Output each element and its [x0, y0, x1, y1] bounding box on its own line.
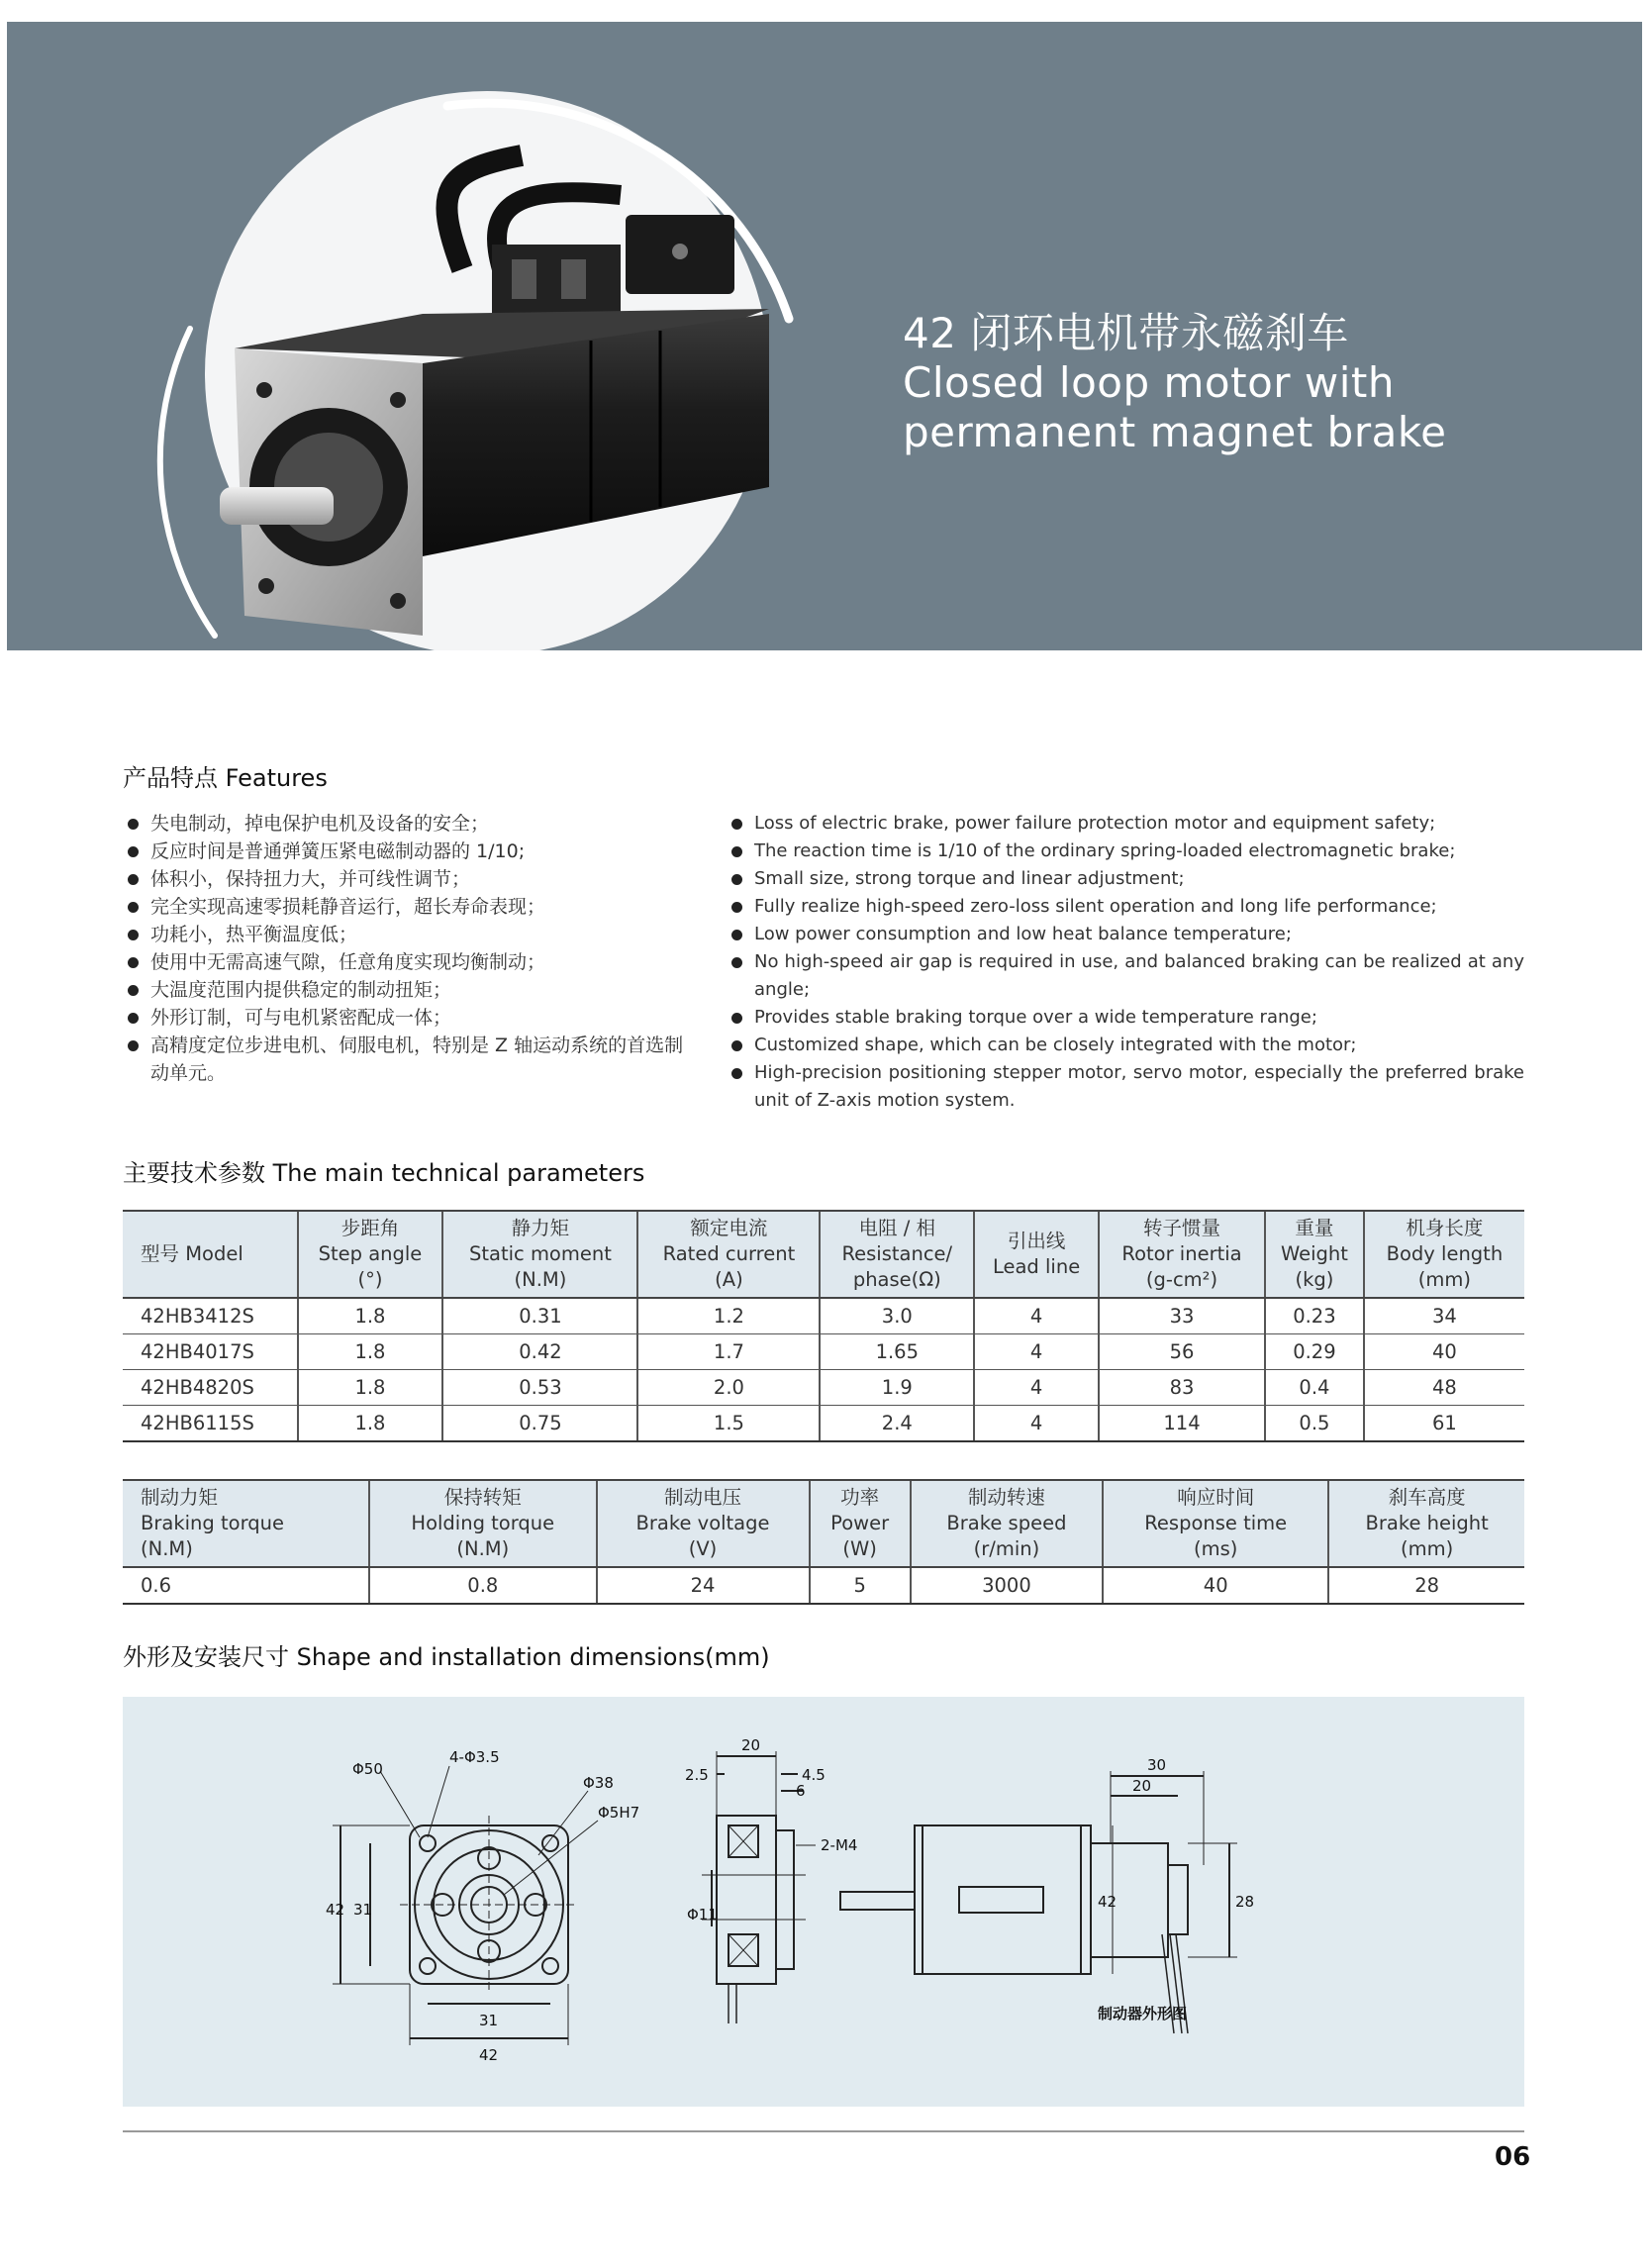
header-unit: (°): [357, 1268, 383, 1291]
table-row: [123, 1370, 1524, 1406]
table-cell: 4: [974, 1370, 1099, 1406]
header-unit: (N.M): [141, 1537, 193, 1560]
table-cell: 56: [1099, 1334, 1265, 1370]
table-cell: 4: [974, 1334, 1099, 1370]
header-cn: 电阻 / 相: [858, 1217, 936, 1239]
table-cell: 2.0: [637, 1370, 820, 1406]
header-cn: 制动电压: [664, 1486, 742, 1509]
header-unit: (mm): [1417, 1268, 1472, 1291]
dimensions-title: 外形及安装尺寸 Shape and installation dimensions(mm): [123, 1643, 770, 1671]
table-row: [123, 1406, 1524, 1442]
feature-item: 大温度范围内提供稳定的制动扭矩；: [125, 976, 699, 1004]
header-en: Rotor inertia: [1121, 1242, 1242, 1265]
feature-item: 失电制动，掉电保护电机及设备的安全；: [125, 810, 699, 838]
table-cell: 5: [810, 1567, 911, 1604]
table-cell: 0.42: [442, 1334, 637, 1370]
header-cn: 保持转矩: [443, 1486, 522, 1509]
header-en: Braking torque: [141, 1512, 284, 1534]
column-header: [597, 1480, 810, 1567]
header-unit: (N.M): [514, 1268, 567, 1291]
header-en: Power: [830, 1512, 890, 1534]
dim-phi5: Φ5H7: [598, 1804, 640, 1822]
dim-side-42: 42: [1098, 1893, 1118, 1911]
dim-side-20: 20: [1132, 1777, 1152, 1795]
table-cell: 1.8: [298, 1406, 443, 1442]
features-en: [729, 810, 1524, 1115]
page-number: 06: [1495, 2142, 1531, 2172]
column-header: [820, 1211, 974, 1298]
table-row: [123, 1334, 1524, 1370]
brake-drawing-caption: 制动器外形图: [1098, 2005, 1188, 2022]
hero-banner: [7, 22, 1642, 650]
header-cn: 制动转速: [967, 1486, 1045, 1509]
table-cell: 42HB4820S: [123, 1370, 298, 1406]
dim-31-v: 31: [353, 1901, 373, 1919]
table-cell: 33: [1099, 1298, 1265, 1334]
table-cell: 42HB3412S: [123, 1298, 298, 1334]
feature-item: Small size, strong torque and linear adjustment;: [729, 865, 1524, 893]
column-header: [123, 1480, 369, 1567]
table-cell: 34: [1364, 1298, 1524, 1334]
dim-brake-25: 2.5: [685, 1766, 709, 1784]
table-cell: 1.9: [820, 1370, 974, 1406]
header-unit: (N.M): [456, 1537, 510, 1560]
column-header: [637, 1211, 820, 1298]
features-title: 产品特点 Features: [123, 764, 328, 792]
header-en: Response time: [1144, 1512, 1288, 1534]
header-en: Brake voltage: [635, 1512, 770, 1534]
column-header: [1099, 1211, 1265, 1298]
column-header: [1364, 1211, 1524, 1298]
table-cell: 1.8: [298, 1370, 443, 1406]
header-en: Step angle: [318, 1242, 423, 1265]
feature-item: Customized shape, which can be closely integrated with the motor;: [729, 1032, 1524, 1059]
hero-title: [903, 309, 1447, 457]
header-cn: 刹车高度: [1388, 1486, 1466, 1509]
feature-item: 体积小，保持扭力大，并可线性调节；: [125, 865, 699, 893]
feature-item: 功耗小，热平衡温度低；: [125, 921, 699, 948]
header-en: Static moment: [468, 1242, 612, 1265]
table-cell: 0.4: [1265, 1370, 1364, 1406]
table-cell: 1.8: [298, 1298, 443, 1334]
column-header: [911, 1480, 1103, 1567]
feature-item: Low power consumption and low heat balance temperature;: [729, 921, 1524, 948]
dim-brake-phi11: Φ11: [687, 1906, 718, 1923]
header-en: Resistance/: [841, 1242, 953, 1265]
hero-title-en-1: Closed loop motor with: [903, 358, 1395, 407]
dim-brake-20: 20: [741, 1736, 761, 1754]
table-cell: 40: [1364, 1334, 1524, 1370]
header-unit: (ms): [1194, 1537, 1238, 1560]
dim-42-h: 42: [479, 2046, 499, 2064]
dim-holes: 4-Φ3.5: [449, 1748, 500, 1766]
header-en: Rated current: [662, 1242, 796, 1265]
column-header: [369, 1480, 596, 1567]
header-cn: 额定电流: [690, 1217, 768, 1239]
header-cn: 步距角: [340, 1217, 400, 1239]
table-cell: 2.4: [820, 1406, 974, 1442]
hero-title-en-2: permanent magnet brake: [903, 408, 1447, 456]
feature-item: 使用中无需高速气隙，任意角度实现均衡制动；: [125, 948, 699, 976]
table-cell: 42HB6115S: [123, 1406, 298, 1442]
column-header: [298, 1211, 443, 1298]
table-cell: 0.5: [1265, 1406, 1364, 1442]
table-cell: 24: [597, 1567, 810, 1604]
dim-31-h: 31: [479, 2012, 499, 2029]
feature-item: No high-speed air gap is required in use, and balanced braking can be realized at any angle;: [729, 948, 1524, 1004]
table-cell: 48: [1364, 1370, 1524, 1406]
feature-item: Loss of electric brake, power failure protection motor and equipment safety;: [729, 810, 1524, 838]
header-unit: phase(Ω): [852, 1268, 941, 1291]
header-unit: (W): [842, 1537, 877, 1560]
column-header: [1265, 1211, 1364, 1298]
feature-item: Fully realize high-speed zero-loss silent operation and long life performance;: [729, 893, 1524, 921]
header-unit: (r/min): [973, 1537, 1040, 1560]
header-cn: 机身长度: [1406, 1217, 1484, 1239]
header-cn: 响应时间: [1177, 1486, 1255, 1509]
table-cell: 3000: [911, 1567, 1103, 1604]
table-cell: 3.0: [820, 1298, 974, 1334]
feature-item: 完全实现高速零损耗静音运行，超长寿命表现；: [125, 893, 699, 921]
dim-phi50: Φ50: [352, 1760, 383, 1778]
table-cell: 0.23: [1265, 1298, 1364, 1334]
table-cell: 1.2: [637, 1298, 820, 1334]
dim-brake-m4: 2-M4: [821, 1836, 858, 1854]
shaft: [220, 487, 334, 525]
table-cell: 42HB4017S: [123, 1334, 298, 1370]
dimensions-panel: [123, 1697, 1524, 2107]
column-header: [1103, 1480, 1328, 1567]
dim-brake-6: 6: [796, 1782, 806, 1800]
header-cn: 制动力矩: [141, 1486, 219, 1509]
table-cell: 0.29: [1265, 1334, 1364, 1370]
table-cell: 1.5: [637, 1406, 820, 1442]
header-en: Lead line: [992, 1255, 1081, 1278]
feature-item: 高精度定位步进电机、伺服电机，特别是 Z 轴运动系统的首选制动单元。: [125, 1032, 699, 1087]
header-en: Weight: [1280, 1242, 1348, 1265]
table-cell: 0.6: [123, 1567, 369, 1604]
params-table: [123, 1210, 1524, 1442]
table-cell: 1.7: [637, 1334, 820, 1370]
header-en: Brake speed: [946, 1512, 1067, 1534]
footer-divider: [123, 2130, 1524, 2132]
header-cn: 功率: [840, 1486, 880, 1509]
header-en: Brake height: [1365, 1512, 1489, 1534]
header-cn: 型号 Model: [141, 1242, 243, 1265]
header-cn: 引出线: [1007, 1230, 1066, 1252]
column-header: [123, 1211, 298, 1298]
dim-phi38: Φ38: [583, 1774, 614, 1792]
header-en: Holding torque: [411, 1512, 555, 1534]
table-cell: 1.65: [820, 1334, 974, 1370]
column-header: [974, 1211, 1099, 1298]
dim-42-v: 42: [326, 1901, 345, 1919]
feature-item: High-precision positioning stepper motor, servo motor, especially the preferred brake unit of Z-axis motion system.: [729, 1059, 1524, 1115]
header-unit: (kg): [1295, 1268, 1334, 1291]
header-cn: 静力矩: [511, 1217, 570, 1239]
table-cell: 83: [1099, 1370, 1265, 1406]
feature-item: Provides stable braking torque over a wide temperature range;: [729, 1004, 1524, 1032]
table-cell: 0.53: [442, 1370, 637, 1406]
header-cn: 转子惯量: [1143, 1217, 1221, 1239]
features-cn: [125, 810, 699, 1087]
dimension-drawing: [123, 1697, 1524, 2107]
table-cell: 1.8: [298, 1334, 443, 1370]
table-cell: 114: [1099, 1406, 1265, 1442]
table-cell: 4: [974, 1406, 1099, 1442]
dim-brake-45: 4.5: [802, 1766, 826, 1784]
header-unit: (V): [688, 1537, 718, 1560]
column-header: [810, 1480, 911, 1567]
table-cell: 0.31: [442, 1298, 637, 1334]
table-cell: 4: [974, 1298, 1099, 1334]
table-cell: 28: [1328, 1567, 1524, 1604]
header-unit: (A): [715, 1268, 743, 1291]
header-unit: (g-cm²): [1145, 1268, 1218, 1291]
table-cell: 40: [1103, 1567, 1328, 1604]
feature-item: The reaction time is 1/10 of the ordinary spring-loaded electromagnetic brake;: [729, 838, 1524, 865]
feature-item: 外形订制，可与电机紧密配成一体；: [125, 1004, 699, 1032]
column-header: [1328, 1480, 1524, 1567]
table-cell: 0.8: [369, 1567, 596, 1604]
table-row: [123, 1298, 1524, 1334]
table-row: [123, 1567, 1524, 1604]
header-unit: (mm): [1401, 1537, 1454, 1560]
table-cell: 61: [1364, 1406, 1524, 1442]
column-header: [442, 1211, 637, 1298]
dim-side-30: 30: [1147, 1756, 1167, 1774]
header-cn: 重量: [1295, 1217, 1334, 1239]
table-cell: 0.75: [442, 1406, 637, 1442]
params-title: 主要技术参数 The main technical parameters: [123, 1159, 645, 1187]
header-en: Body length: [1386, 1242, 1504, 1265]
dim-side-28: 28: [1235, 1893, 1255, 1911]
brake-table: [123, 1479, 1524, 1605]
feature-item: 反应时间是普通弹簧压紧电磁制动器的 1/10;: [125, 838, 699, 865]
hero-title-cn: 42 闭环电机带永磁刹车: [903, 309, 1349, 357]
